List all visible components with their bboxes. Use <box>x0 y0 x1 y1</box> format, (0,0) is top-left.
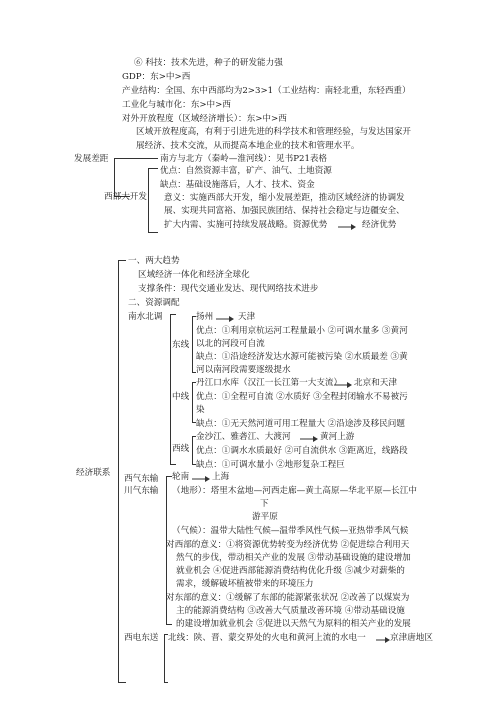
text-line: 支撑条件：现代交通业发达、现代网络技术进步 <box>138 284 319 294</box>
label-xidian-dongsong: 西电东送 <box>124 633 159 643</box>
text-line: 缺点：①可调水量小 ②地形复杂工程巨 <box>196 460 345 470</box>
arrow-icon <box>192 476 210 482</box>
text-line: 缺点：①无天然河道可用工程量大 ②沿途涉及移民问题 <box>196 419 405 429</box>
bracket-line <box>148 232 158 233</box>
text-line: 染 <box>196 405 205 415</box>
bracket-line <box>118 682 126 683</box>
heading-liangda-qushi: 一、两大趋势 <box>128 256 180 266</box>
text-line: 优点：①全程可自流 ②水质好 ③全程封闭输水不易被污 <box>196 392 408 402</box>
text-line: 对西部的意义：①将资源优势转变为经济优势 ②促进综合利用天 <box>166 540 410 550</box>
text-line: 区域经济一体化和经济全球化 <box>138 270 250 280</box>
bracket-line <box>164 682 168 683</box>
label-east-line: 东线 <box>172 340 190 350</box>
bracket-line <box>192 316 193 372</box>
text-line: ⑥ 科技：技术先进，种子的研发能力强 <box>134 58 283 68</box>
text-line: 优点：①利用京杭运河工程量最小 ②可调水量多 ③黄河 <box>196 326 408 336</box>
route-to: 北京和天津 <box>354 378 397 388</box>
text-line: 意义：实施西部大开发，缩小发展差距，推动区域经济的协调发 <box>164 193 405 203</box>
label-jingji-lianxi: 经济联系 <box>76 468 111 478</box>
arrow-icon <box>216 316 234 322</box>
text-line: （气候）：温带大陆性气候—温带季风性气候—亚热带季风气候 <box>172 526 409 536</box>
route-to: 上海 <box>212 472 230 482</box>
text-line: 展经济、技术交流，从而提高本地企业的技术和管理水平。 <box>136 141 360 151</box>
bracket-line <box>170 314 171 464</box>
text-line: 对外开放程度（区域经济增长）：东>中>西 <box>122 114 287 124</box>
bracket-line <box>114 158 115 196</box>
bracket-line <box>148 168 149 232</box>
label-west-line: 西线 <box>172 444 190 454</box>
text-line: GDP：东>中>西 <box>122 72 191 82</box>
bracket-line <box>164 634 165 682</box>
text-line: 展、实现共同富裕、加强民族团结、保持社会稳定与边疆安全、 <box>164 206 405 216</box>
label-xibu-dakaifa: 西部大开发 <box>104 192 147 202</box>
route-from: 丹江口水库（汉江一长江第一大支流） <box>196 378 343 388</box>
text-line: 优点：自然资源丰富，矿产、油气、土地资源 <box>160 166 332 176</box>
text-line: 南方与北方（秦岭—淮河线）：见书P21表格 <box>160 154 328 164</box>
arrow-icon <box>338 224 356 230</box>
route-from: 金沙江、雅砻江、大渡河 <box>196 432 291 442</box>
label-middle-line: 中线 <box>172 392 190 402</box>
bracket-line <box>192 382 193 422</box>
text-line: 以北的河段可自流 <box>196 339 265 349</box>
heading-ziyuan-tiaopei: 二、资源调配 <box>128 298 180 308</box>
route-from: 轮南 <box>172 472 190 482</box>
text-line: 游平原 <box>252 512 278 522</box>
bracket-line <box>170 314 176 315</box>
bracket-line <box>170 464 176 465</box>
text-line: 经济优势 <box>362 220 397 230</box>
text-line: 缺点：①沿途经济发达水源可能被污染 ②水质最差 ③黄 <box>196 352 408 362</box>
text-line: 就业机会 ④促进西部能源消费结构优化升级 ⑤减少对薪柴的 <box>176 566 405 576</box>
text-line: 缺点：基础设施落后，人才、技术、资金 <box>160 180 315 190</box>
text-line: 下 <box>260 499 269 509</box>
arrow-icon <box>334 382 352 388</box>
label-nanshui-beidiao: 南水北调 <box>128 312 163 322</box>
arrow-icon <box>300 436 318 442</box>
bracket-line <box>114 158 158 159</box>
bracket-line <box>166 624 172 625</box>
route-from: 扬州 <box>196 312 214 322</box>
text-line: 产业结构：全国、东中西部均为2>3>1（工业结构：南轻北重，东轻西重） <box>122 86 411 96</box>
bracket-line <box>118 260 119 682</box>
text-line: 然气的步伐，带动相关产业的发展 ③带动基础设施的建设增加 <box>176 553 411 563</box>
label-fazhan-chayi: 发展差距 <box>74 154 109 164</box>
route-to: 京津唐地区 <box>390 633 433 643</box>
bracket-line <box>118 260 126 261</box>
label-chuanqi-dongshu: 川气东输 <box>124 486 159 496</box>
arrow-icon <box>376 637 390 643</box>
text-line: 河以南河段需要逐级提水 <box>196 365 291 375</box>
text-line: 扩大内需、实施可持续发展战略。资源优势 <box>164 220 328 230</box>
text-line: 的建设增加就业机会 ⑤促进以天然气为原料的相关产业的发展 <box>176 619 411 629</box>
text-line: 需求，缓解破坏植被带来的环境压力 <box>176 579 314 589</box>
text-line: 工业化与城市化：东>中>西 <box>122 100 231 110</box>
bracket-line <box>192 436 193 464</box>
route-to: 天津 <box>238 312 256 322</box>
route-to: 黄河上游 <box>320 432 355 442</box>
text-line: 对东部的意义：①缓解了东部的能源紧张状况 ②改善了以煤炭为 <box>166 593 410 603</box>
text-line: 区域开放程度高，有利于引进先进的科学技术和管理经验，与发达国家开 <box>136 127 412 137</box>
label-xiqi-dongshu: 西气东输 <box>124 474 159 484</box>
text-line: 优点：①调水水质最好 ②可自流供水 ③距离近，线路段 <box>196 446 408 456</box>
text-line: 主的能源消费结构 ③改善大气质量改善环境 ④带动基础设施 <box>176 606 405 616</box>
text-line: 北线：陕、晋、蒙交界处的火电和黄河上流的水电一 <box>168 633 366 643</box>
bracket-line <box>148 168 158 169</box>
text-line: （地形）：塔里木盆地—河西走廊—黄土高原—华北平原—长江中 <box>172 486 417 496</box>
